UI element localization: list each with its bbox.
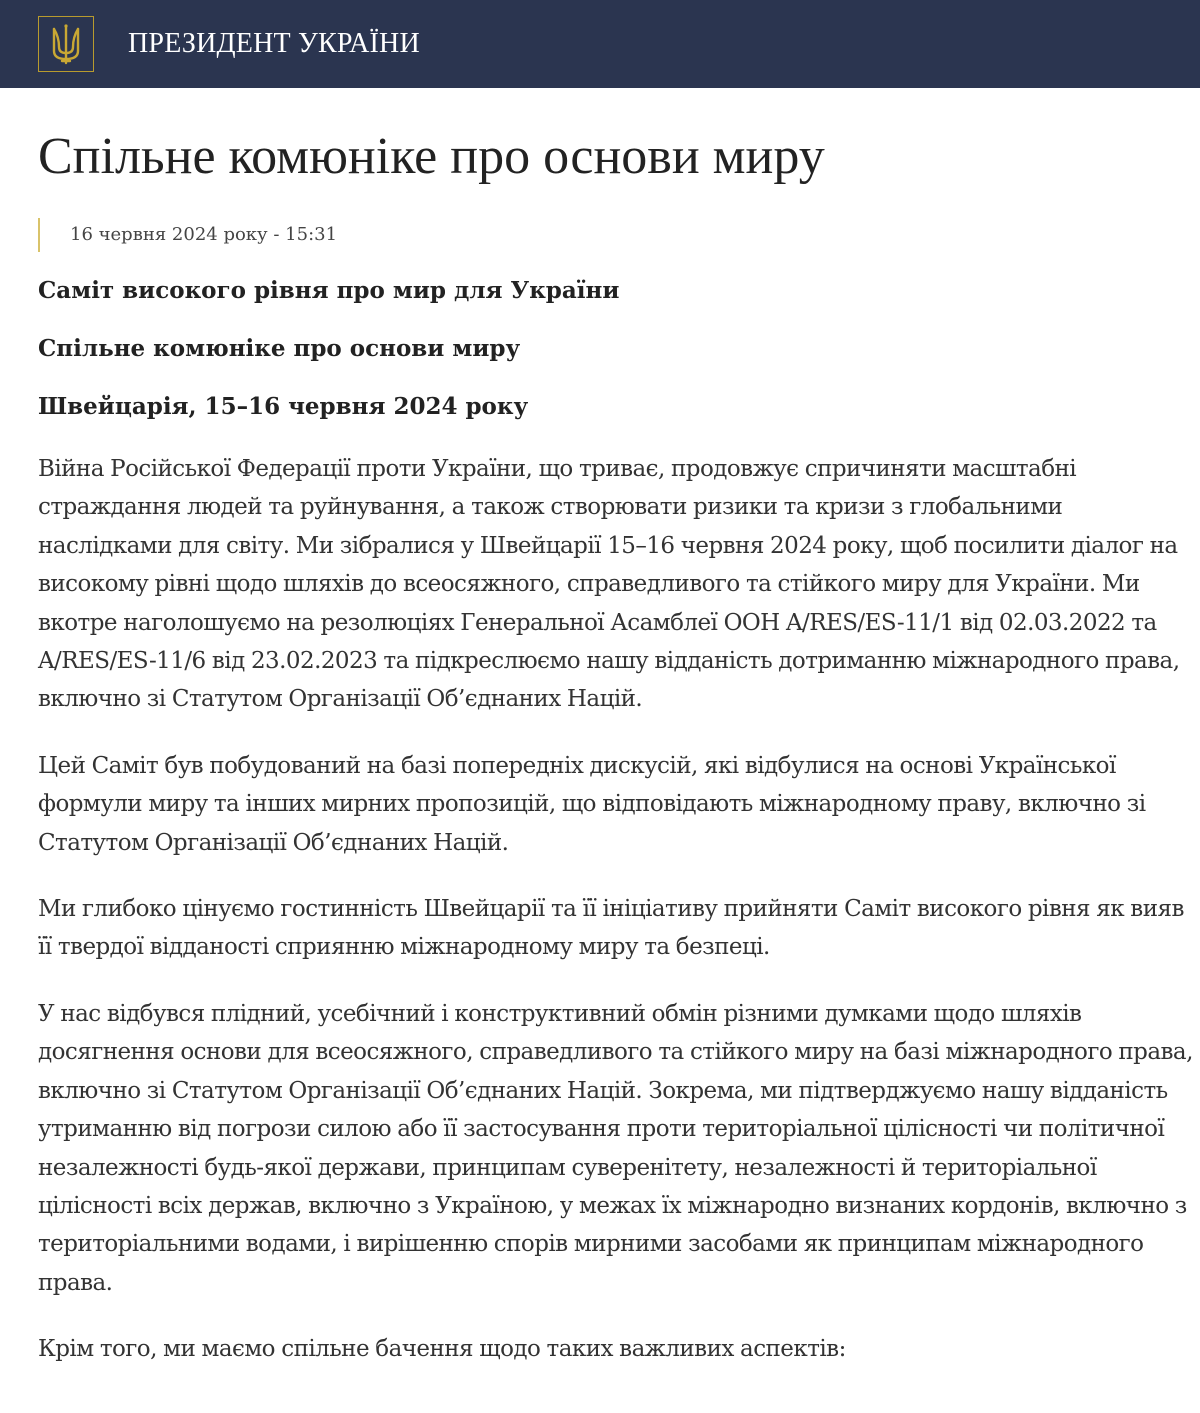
trident-icon[interactable] [38,16,94,72]
paragraph-5: Крім того, ми маємо спільне бачення щодо таких важливих аспектів: [38,1336,846,1363]
subheading-location-date: Швейцарія, 15–16 червня 2024 року [38,393,529,420]
publication-date: 16 червня 2024 року - 15:31 [38,218,1162,252]
site-header [0,0,1200,88]
trident-emblem [49,23,83,65]
subheading-communique: Спільне комюніке про основи миру [38,335,521,362]
paragraph-2: Цей Саміт був побудований на базі попередніх дискусій, які відбулися на основі Української формули миру та інших мирних пропозицій, що відповідають міжнародному праву, включно зі Статутом Організації Об’єднаних Націй. [38,752,1146,856]
subheading-summit: Саміт високого рівня про мир для України [38,277,620,304]
paragraph-1: Війна Російської Федерації проти України, що триває, продовжує спричиняти масштабні страждання людей та руйнування, а також створювати ризики та кризи з глобальними наслідками для світу. Ми зібралися у Швейцарії 15–16 червня 2024 року, щоб посилити діалог на високому рівні щодо шляхів до всеосяжного, справедливого та стійкого миру для України. Ми вкотре наголошуємо на резолюціях Генеральної Асамблеї ООН A/RES/ES-11/1 від 02.03.2022 та A/RES/ES-11/6 від 23.02.2023 та підкреслюємо нашу відданість дотриманню міжнародного права, включно зі Статутом Організації Об’єднаних Націй. [38,456,1180,713]
site-title-link[interactable]: ПРЕЗИДЕНТ УКРАЇНИ [128,28,420,59]
article-content [0,124,1200,1369]
paragraph-4: У нас відбувся плідний, усебічний і конструктивний обмін різними думками щодо шляхів досягнення основи для всеосяжного, справедливого та стійкого миру на базі міжнародного права, включно зі Статутом Організації Об’єднаних Націй. Зокрема, ми підтверджуємо нашу відданість утриманню від погрози силою або її застосування проти територіальної цілісності чи політичної незалежності будь-якої держави, принципам суверенітету, незалежності й територіальної цілісності всіх держав, включно з Україною, у межах їх міжнародно визнаних кордонів, включно з територіальними водами, і вирішенню спорів мирними засобами як принципам міжнародного права. [38,1000,1193,1296]
page-title: Спільне комюніке про основи миру [38,128,825,185]
paragraph-3: Ми глибоко цінуємо гостинність Швейцарії та її ініціативу прийняти Саміт високого рівня як вияв її твердої відданості сприянню міжнародному миру та безпеці. [38,896,1184,961]
